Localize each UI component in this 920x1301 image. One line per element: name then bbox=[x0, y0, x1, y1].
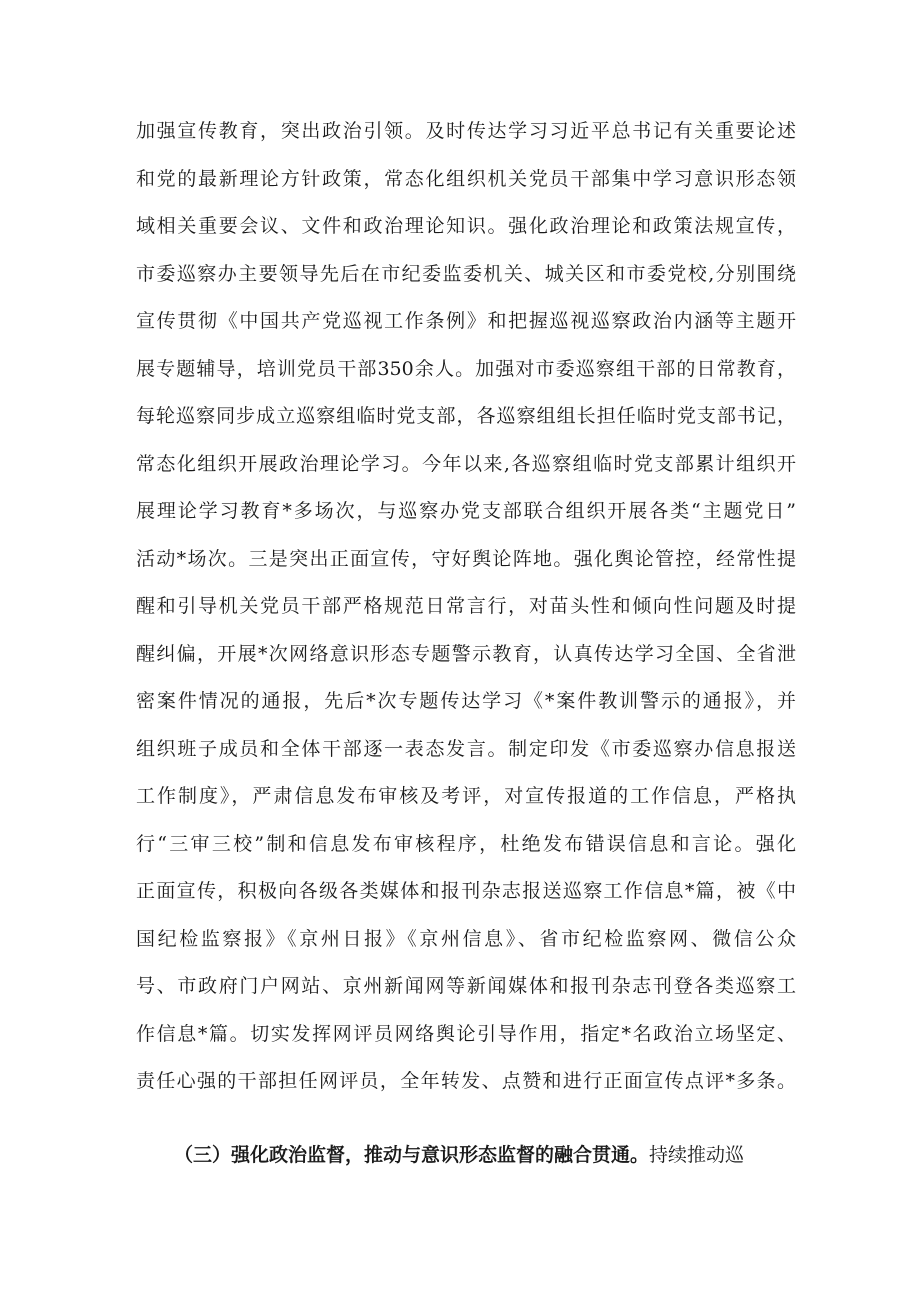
paragraph-line: 醒和引导机关党员干部严格规范日常言行，对苗头性和倾向性问题及时提 bbox=[136, 595, 796, 617]
paragraph-line: 加强宣传教育，突出政治引领。及时传达学习习近平总书记有关重要论述 bbox=[136, 120, 796, 142]
paragraph-line: 号、市政府门户网站、京州新闻网等新闻媒体和报刊杂志刊登各类巡察工 bbox=[136, 975, 796, 997]
paragraph-line: 每轮巡察同步成立巡察组临时党支部，各巡察组组长担任临时党支部书记， bbox=[136, 405, 796, 427]
paragraph-line: 展专题辅导，培训党员干部350余人。加强对市委巡察组干部的日常教育， bbox=[136, 358, 796, 380]
paragraph-line: 国纪检监察报》《京州日报》《京州信息》、省市纪检监察网、微信公众 bbox=[136, 928, 796, 950]
paragraph-line: 密案件情况的通报，先后*次专题传达学习《*案件教训警示的通报》，并 bbox=[136, 690, 796, 712]
section-heading-title: （三）强化政治监督，推动与意识形态监督的融合贯通。 bbox=[174, 1144, 650, 1166]
paragraph-line: 醒纠偏，开展*次网络意识形态专题警示教育，认真传达学习全国、全省泄 bbox=[136, 643, 796, 665]
paragraph-line: 宣传贯彻《中国共产党巡视工作条例》和把握巡视巡察政治内涵等主题开 bbox=[136, 310, 796, 332]
paragraph-line: 工作制度》，严肃信息发布审核及考评，对宣传报道的工作信息，严格执 bbox=[136, 785, 796, 807]
paragraph-line: 行“三审三校”制和信息发布审核程序，杜绝发布错误信息和言论。强化 bbox=[136, 833, 796, 855]
section-heading-continuation: 持续推动巡 bbox=[649, 1144, 745, 1166]
paragraph-line: 和党的最新理论方针政策，常态化组织机关党员干部集中学习意识形态领 bbox=[136, 168, 796, 190]
paragraph-line: 责任心强的干部担任网评员，全年转发、点赞和进行正面宣传点评*多条。 bbox=[136, 1070, 796, 1092]
paragraph-line: 组织班子成员和全体干部逐一表态发言。制定印发《市委巡察办信息报送 bbox=[136, 738, 796, 760]
paragraph-line: 活动*场次。三是突出正面宣传，守好舆论阵地。强化舆论管控，经常性提 bbox=[136, 548, 796, 570]
paragraph-line: 正面宣传，积极向各级各类媒体和报刊杂志报送巡察工作信息*篇，被《中 bbox=[136, 880, 796, 902]
paragraph-line: 展理论学习教育*多场次，与巡察办党支部联合组织开展各类“主题党日” bbox=[136, 500, 796, 522]
paragraph-line: 作信息*篇。切实发挥网评员网络舆论引导作用，指定*名政治立场坚定、 bbox=[136, 1023, 796, 1045]
paragraph-line: 域相关重要会议、文件和政治理论知识。强化政治理论和政策法规宣传， bbox=[136, 215, 796, 237]
paragraph-line: 市委巡察办主要领导先后在市纪委监委机关、城关区和市委党校,分别围绕 bbox=[136, 263, 796, 285]
paragraph-line: 常态化组织开展政治理论学习。今年以来,各巡察组临时党支部累计组织开 bbox=[136, 453, 796, 475]
section-heading bbox=[174, 1136, 796, 1174]
